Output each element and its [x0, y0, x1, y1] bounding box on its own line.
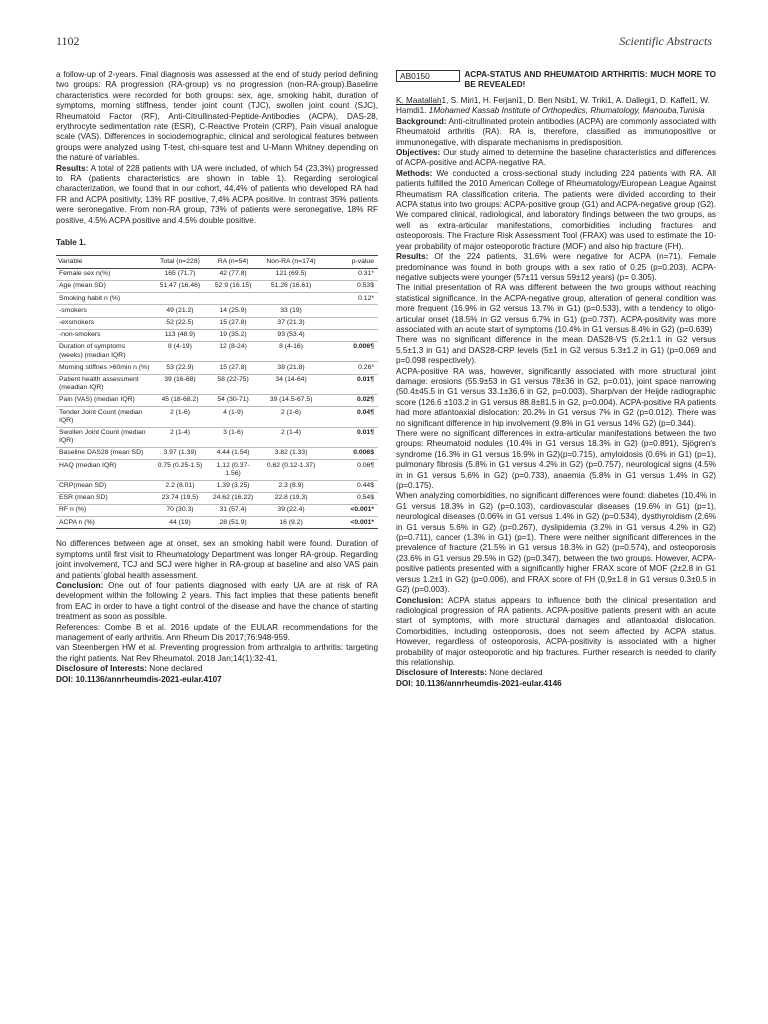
cell-non-ra: 39 (22.4) — [259, 504, 323, 516]
cell-total: 44 (19) — [153, 517, 208, 529]
cell-non-ra: 121 (69.5) — [259, 268, 323, 280]
cell-variable: -smokers — [56, 305, 153, 317]
table-row — [56, 517, 378, 529]
cell-non-ra: 2.3 (8.9) — [259, 480, 323, 492]
results-label-right: Results: — [396, 252, 429, 262]
background-paragraph — [396, 117, 716, 148]
cell-ra: 19 (35.2) — [207, 329, 259, 341]
disclosure-line-right — [396, 668, 716, 678]
page-number: 1102 — [56, 34, 80, 48]
cell-total: 52 (22.5) — [153, 317, 208, 329]
cell-total — [153, 293, 208, 305]
cell-pvalue: 0.54$ — [323, 492, 378, 504]
cell-variable: Duration of symptoms (weeks) (median IQR) — [56, 341, 153, 361]
cell-variable: RF n (%) — [56, 504, 153, 516]
results-paragraph-2: The initial presentation of RA was different between the two groups without reaching statistical significance. In the ACPA-negative group, alteration of general condition was more frequent (16.9% in G2 versus 13.7% in G1) (p=0.533), with a tendency to oligo-articular onset (18.5% in G2 versus 6.7% in G1) (p=0.737). ACPA-positivity was more associated with an acute start of symptoms (10.4% in G1 versus 8.4% in G2) (p=0.639) — [396, 283, 716, 334]
reference-2: van Steenbergen HW et al. Preventing progression from arthralgia to arthritis: targeting the right patients. Nat Rev Rheumatol. 2018 Jan;14(1):32-41. — [56, 643, 378, 663]
cell-total: 49 (21.2) — [153, 305, 208, 317]
cell-pvalue: 0.006¶ — [323, 341, 378, 361]
cell-non-ra: 37 (21.3) — [259, 317, 323, 329]
doi-line — [56, 675, 378, 685]
results-text-1: Of the 224 patients, 31.6% were negative for ACPA (n=71). Female predominance was found in both groups with a sex ratio of 0.25 (p=0.203). ACPA-negative subjects were younger (57±11 versus 59±12 years) (p= 0.305). — [396, 252, 716, 282]
table-row — [56, 305, 378, 317]
doi-label-right: DOI: — [396, 678, 414, 688]
table-row — [56, 293, 378, 305]
cell-pvalue: <0.001* — [323, 517, 378, 529]
table-row — [56, 447, 378, 459]
cell-non-ra: 34 (14-64) — [259, 374, 323, 394]
cell-total: 8 (4-19) — [153, 341, 208, 361]
cell-pvalue — [323, 329, 378, 341]
doi-line-right — [396, 679, 716, 689]
conclusion-text: One out of four patients diagnosed with early UA are at risk of RA development within the following 2 years. This fact implies that these patients benefit from EAC in order to have a tight control of the disease and have the chance of starting treatment as soon as possible. — [56, 581, 378, 622]
cell-ra: 54 (30-71) — [207, 394, 259, 406]
cell-non-ra: 22.8 (19.3) — [259, 492, 323, 504]
cell-variable: Age (mean SD) — [56, 280, 153, 292]
cell-pvalue: 0.02¶ — [323, 394, 378, 406]
cell-variable: ESR (mean SD) — [56, 492, 153, 504]
cell-ra: 15 (27.8) — [207, 362, 259, 374]
cell-non-ra: 93 (53.4) — [259, 329, 323, 341]
doi-value-right[interactable]: 10.1136/annrheumdis-2021-eular.4146 — [413, 678, 562, 688]
cell-variable: Female sex n(%) — [56, 268, 153, 280]
table-row — [56, 460, 378, 480]
cell-non-ra: 2 (1-6) — [259, 407, 323, 427]
conclusion-label: Conclusion: — [56, 581, 104, 590]
results-paragraph-1 — [396, 252, 716, 283]
col-header-ra: RA (n=54) — [207, 255, 259, 268]
after-table-paragraph: No differences between age at onset, sex an smoking habit were found. Duration of symptoms until first visit to Rheumatology Department was longer RA-group. Regarding joint involvement, TCJ and SCJ were higher in RA-group at baseline and also VAS pain and patients´global health assessment. — [56, 539, 378, 580]
cell-ra: 31 (57.4) — [207, 504, 259, 516]
cell-ra: 4 (1-9) — [207, 407, 259, 427]
table-row — [56, 394, 378, 406]
col-header-variable: Variable — [56, 255, 153, 268]
cell-non-ra: 39 (14.5-67.5) — [259, 394, 323, 406]
cell-non-ra: 8 (4-16) — [259, 341, 323, 361]
cell-variable: Smoking habit n (%) — [56, 293, 153, 305]
cell-pvalue: 0.06¶ — [323, 460, 378, 480]
disclosure-text: None declared — [147, 664, 203, 674]
doi-value[interactable]: 10.1136/annrheumdis-2021-eular.4107 — [73, 674, 222, 684]
cell-variable: -non-smokers — [56, 329, 153, 341]
cell-ra: 28 (51.9) — [207, 517, 259, 529]
cell-variable: Swollen Joint Count (median IQR) — [56, 427, 153, 447]
abstract-id: AB0150 — [396, 70, 460, 82]
methods-text: We conducted a cross-sectional study including 224 patients with RA. All patients fulfilled the 2010 American College of Rheumatology/European League Against Rheumatism RA classification criteria. The patients were divided according to their ACPA status into two groups: ACPA-positive group (G1) and ACPA-negative group (G2). We compared clinical, radiological, and laboratory findings between the two groups, as well as extra-articular manifestations, comorbidities including fractures and osteoporosis. The Fracture Risk Assessment Tool (FRAX) was used to estimate the 10-year probability of major osteoporotic fracture (MOF) and also hip fracture (FH). — [396, 168, 716, 251]
first-author: K. Maatallah — [396, 96, 442, 105]
results-text: A total of 228 patients with UA were included, of which 54 (23,3%) progressed to RA (patients characteristics are shown in table 1). Regarding serological characterization, we found that in our cohort, 44,4% of patients who developed RA had FR and ACPA positivity, 13% RF positive, 7,4% ACPA positive. In contrast 35% patients were seronegative. From non-RA group, 73% of patients were seronegative, 18% RF positive, 4.5% ACPA positive and 4.5% double positive. — [56, 163, 378, 225]
cell-pvalue: 0.26* — [323, 362, 378, 374]
cell-non-ra: 0.62 (0.12-1.37) — [259, 460, 323, 480]
cell-total: 3.97 (1.39) — [153, 447, 208, 459]
cell-ra: 14 (25.9) — [207, 305, 259, 317]
cell-total: 113 (48.9) — [153, 329, 208, 341]
cell-non-ra: 3.82 (1.33) — [259, 447, 323, 459]
cell-ra: 1.39 (3.25) — [207, 480, 259, 492]
cell-ra: 15 (27.8) — [207, 317, 259, 329]
cell-variable: Patient health assessment (meadian IQR) — [56, 374, 153, 394]
disclosure-label: Disclosure of Interests: — [56, 664, 147, 674]
cell-ra: 1.12 (0.37-1.56) — [207, 460, 259, 480]
affiliation: 1Mohamed Kassab Institute of Orthopedics, Rhumatology, Manouba,Tunisia — [428, 106, 705, 116]
table-body — [56, 268, 378, 529]
table-title: Table 1. — [56, 238, 86, 248]
page-header — [56, 34, 712, 52]
cell-variable: -exsmokers — [56, 317, 153, 329]
disclosure-label-right: Disclosure of Interests: — [396, 668, 487, 678]
cell-pvalue: <0.001* — [323, 504, 378, 516]
cell-non-ra: 51.26 (16.61) — [259, 280, 323, 292]
abstract-heading — [396, 70, 716, 90]
col-header-non-ra: Non-RA (n=174) — [259, 255, 323, 268]
conclusion-paragraph — [56, 581, 378, 623]
results-label: Results: — [56, 163, 89, 173]
table-row — [56, 427, 378, 447]
cell-total: 0.75 (0.25-1.5) — [153, 460, 208, 480]
cell-ra: 4.44 (1.54) — [207, 447, 259, 459]
cell-total: 39 (16-68) — [153, 374, 208, 394]
cell-total: 2 (1-4) — [153, 427, 208, 447]
cell-pvalue: 0.53$ — [323, 280, 378, 292]
col-header-pvalue: p-value — [323, 255, 378, 268]
conclusion-paragraph-right — [396, 596, 716, 669]
disclosure-line — [56, 664, 378, 674]
table-row — [56, 317, 378, 329]
left-column — [56, 70, 378, 685]
objectives-paragraph — [396, 148, 716, 169]
cell-variable: Tender Joint Count (median IQR) — [56, 407, 153, 427]
cell-non-ra: 38 (21.8) — [259, 362, 323, 374]
table-row — [56, 341, 378, 361]
table-row — [56, 268, 378, 280]
cell-total: 2 (1-6) — [153, 407, 208, 427]
cell-pvalue: 0.12* — [323, 293, 378, 305]
right-column — [396, 70, 716, 689]
cell-total: 53 (22.9) — [153, 362, 208, 374]
cell-variable: Pain (VAS) (median IQR) — [56, 394, 153, 406]
background-text: Anti-citrullinated protein antibodies (ACPA) are commonly associated with Rheumatoid arthritis (RA). RA is, therefore, classified as immunopositive or immunonegative, with disparate mechanisms in predisposition. — [396, 116, 716, 147]
objectives-label: Objectives: — [396, 148, 441, 158]
cell-variable: Baseline DAS28 (mean SD) — [56, 447, 153, 459]
results-paragraph-3: There was no significant difference in the mean DAS28-VS (5.2±1.1 in G2 versus 5.5±1.3 in G1) and DAS28-CRP levels (5±1 in G2 versus 5.3±1.2 in G1) (p=0.069 and p=0.098 respectively). — [396, 335, 716, 366]
methods-label: Methods: — [396, 168, 433, 178]
cell-non-ra: 33 (19) — [259, 305, 323, 317]
table-1 — [56, 255, 378, 530]
table-row — [56, 480, 378, 492]
conclusion-text-right: ACPA status appears to influence both the clinical presentation and radiological progression of RA patients. ACPA-positive patients present with an acute start of symptoms, with more structural damages and atlantoaxial dislocation. Comorbidities, including osteoporosis, does not seem affected by ACPA status. However, regardless of osteoporosis, ACPA-positivity is associated with a higher probability of major osteoporotic and hip fractures. Further research is needed to clarify this relationship. — [396, 595, 716, 667]
journal-title: Scientific Abstracts — [619, 34, 712, 48]
cell-total: 70 (30.3) — [153, 504, 208, 516]
cell-pvalue: 0.04¶ — [323, 407, 378, 427]
cell-pvalue — [323, 317, 378, 329]
cell-ra: 3 (1-6) — [207, 427, 259, 447]
cell-ra: 24.62 (16.22) — [207, 492, 259, 504]
cell-pvalue: 0.01¶ — [323, 374, 378, 394]
background-label: Background: — [396, 116, 447, 126]
cell-total: 2.2 (8.01) — [153, 480, 208, 492]
cell-total: 51.47 (16.46) — [153, 280, 208, 292]
cell-total: 165 (71.7) — [153, 268, 208, 280]
table-row — [56, 329, 378, 341]
cell-ra — [207, 293, 259, 305]
table-row — [56, 280, 378, 292]
disclosure-text-right: None declared — [487, 668, 543, 678]
cell-variable: CRP(mean SD) — [56, 480, 153, 492]
col-header-total: Total (n=228) — [153, 255, 208, 268]
cell-pvalue: 0.31* — [323, 268, 378, 280]
cell-non-ra — [259, 293, 323, 305]
other-authors: 1, S. Miri1, H. Ferjani1, D. Ben Nsib1, W. Triki1, A. Dallegi1, D. Kaffel1, W. Hamdi1. — [396, 96, 710, 116]
cell-ra: 52.9 (16.15) — [207, 280, 259, 292]
cell-non-ra: 2 (1-4) — [259, 427, 323, 447]
cell-total: 45 (18-68.2) — [153, 394, 208, 406]
cell-pvalue — [323, 305, 378, 317]
cell-pvalue: 0.006$ — [323, 447, 378, 459]
table-row — [56, 504, 378, 516]
table-row — [56, 492, 378, 504]
results-paragraph-5: There were no significant differences in extra-articular manifestations between the two groups: Rheumatoid nodules (10.4% in G1 versus 18.3% in G2) (p=0.891), Sjögren's syndrome (16.3% in G1 versus 16.9% in G2)(p=0.715), amyloidosis (0.6% in G1) (p=1), pulmonary fibrosis (5.8% in G1 versus 4.2% in G2) (p=0.757), neurological signs (4.5% in in G1 versus 5.6% in G2) (p=0.733), anaemia (5.8% in G1 versus 1.4% in G2) (p=0.175). — [396, 429, 716, 491]
cell-ra: 58 (22-75) — [207, 374, 259, 394]
intro-paragraph: a follow-up of 2-years. Final diagnosis was assessed at the end of study period defining two groups: RA progression (RA-group) vs no progression (non-RA-group).Baseline characteristics were recorded for both groups: sex, age, smoking habit, duration of symptoms, morning stiffness, tender joint count (TJC), swollen joint count (SJC), Rheumatoid Factor (RF), Anti-Citrullinated-Peptide-Antibodies (ACPA), DAS-28, erythrocyte sedimentation rate (ESR), C-Reactive Protein (CRP), Pain visual analogue scale (VAS). Differences in sociodemographic, clinical and serological features between groups were analyzed using T-test, chi-square test and U-Mann Whitney depending on the nature of variables. — [56, 70, 378, 163]
doi-label: DOI: — [56, 674, 74, 684]
conclusion-label-right: Conclusion: — [396, 595, 444, 605]
cell-ra: 12 (8-24) — [207, 341, 259, 361]
table-header-row — [56, 255, 378, 268]
cell-variable: ACPA n (%) — [56, 517, 153, 529]
methods-paragraph — [396, 169, 716, 252]
cell-variable: Morning stiffnes >60min n (%) — [56, 362, 153, 374]
cell-ra: 42 (77.8) — [207, 268, 259, 280]
table-row — [56, 374, 378, 394]
reference-1: References: Combe B et al. 2016 update of the EULAR recommendations for the management of early arthritis. Ann Rheum Dis 2017;76:948-959. — [56, 622, 378, 643]
cell-non-ra: 16 (9.2) — [259, 517, 323, 529]
cell-total: 23.74 (19.5) — [153, 492, 208, 504]
results-paragraph-4: ACPA-positive RA was, however, significantly associated with more structural joint damage: erosions (55.9±53 in G1 versus 78±36 in G2, p=0.01), joint space narrowing (50.4±45.5 in G1 versus 33.1±36.6 in G2, p=0.003), Sharp/van der Heijde radiographic score (126.6 ±103.2 in G1 versus 88.8±81.5 in G2, p=0.004). ACPA-positive RA patients had more atlantoaxial dislocation: 20.2% in G1 versus 7% in G2 (p=0.012). There was no significant difference in hip involvement (9.8% in G1 versus 14% G2) (p=0.344). — [396, 366, 716, 428]
cell-pvalue: 0.44$ — [323, 480, 378, 492]
objectives-text: Our study aimed to determine the baseline characteristics and differences of ACPA-positive and ACPA-negative RA. — [396, 148, 716, 168]
abstract-title: ACPA-STATUS AND RHEUMATOID ARTHRITIS: MUCH MORE TO BE REVEALED! — [464, 70, 716, 89]
cell-pvalue: 0.01¶ — [323, 427, 378, 447]
author-list — [396, 96, 716, 117]
results-paragraph — [56, 164, 378, 226]
table-row — [56, 407, 378, 427]
table-row — [56, 362, 378, 374]
cell-variable: HAQ (median IQR) — [56, 460, 153, 480]
results-paragraph-6: When analyzing comorbidities, no significant differences were found: diabetes (10.4% in G1 versus 18.3% in G2) (p=0.103), cardiovascular diseases (19.6% in G1) (p=1), neurological diseases (0.06% in G1 versus 1.4% in G2) (p=0.534), dysthyroidism (2.6% in G1 versus 5.6% in G2) (p=0.267), dyslipidemia (3.2% in G1 versus 4.2% in G2) (p=0.711), cancer (1.3% in G1) (p=1). There were neither significant differences in the prevalence of fracture (21.5% in G1 versus 18.3% in G2) (p=0.574), and osteoporosis (23.6% in G1 versus 29.5% in G2) (p=0.347), between the two groups. However, ACPA-positive patients presented with a significantly higher FRAX score of MOF (2±2.8 in G1 versus 1.2±1 in G2) (p=0.006), and FRAX score of FH (0,9±1.8 in G1 versus 0.3±0.5 in G2) (p=0.003). — [396, 491, 716, 595]
